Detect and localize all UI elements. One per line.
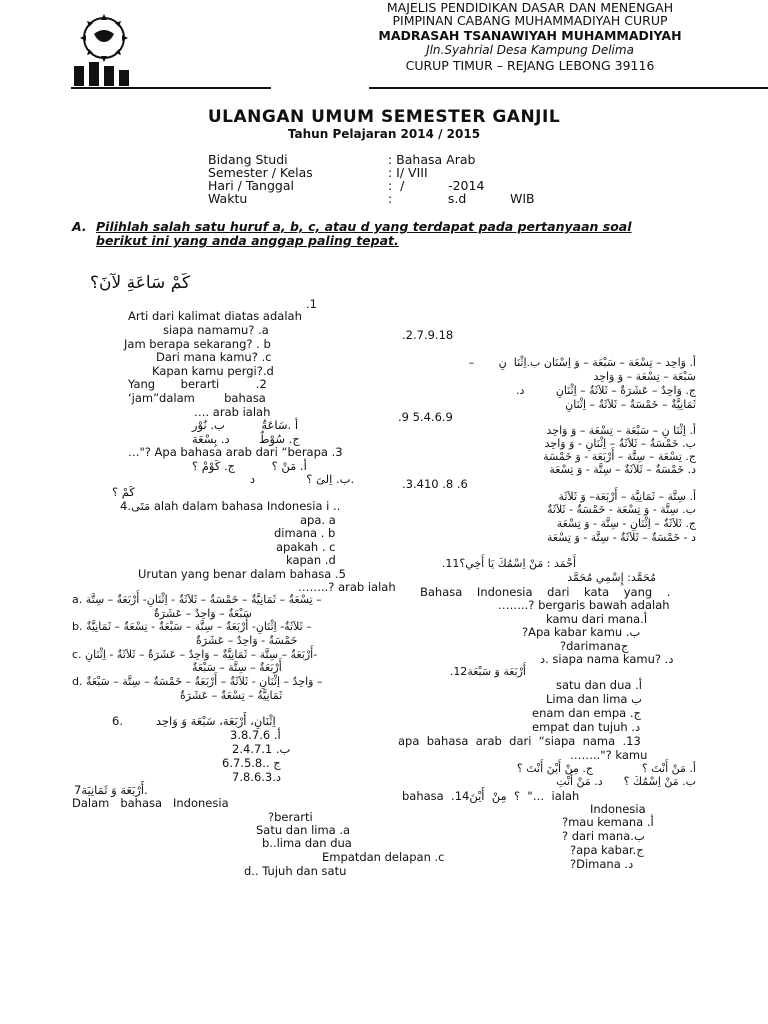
- question-text: …"? Apa bahasa arab dari “berapa .3: [128, 445, 343, 459]
- option-item: ب. سِتَّة - وَ تِسْعَة - خَمْسَةٌ - ثَلاَثَةٌ: [546, 503, 696, 516]
- option-item: Lima dan lima ب: [546, 692, 642, 706]
- info-value: : I/ VIII: [388, 165, 428, 180]
- option-item: Kapan kamu pergi?.d: [152, 364, 274, 378]
- option-item: أ. مَنْ ؟ ج. كَوْمْ ؟: [192, 459, 307, 473]
- info-value: : s.d WIB: [388, 191, 535, 206]
- option-item: أَرْبَعَةٌ – سِتَّة – سَبْعَةٌ: [192, 661, 282, 674]
- option-item: ?apa kabar.ج: [570, 843, 644, 857]
- info-label: Waktu: [208, 191, 248, 206]
- question-text: أَرْبَعَة وَ سَبْعَة12.: [449, 665, 526, 678]
- question-text: bahasa .14؟ مِنْ أَيْنَ "… ialah: [402, 789, 580, 803]
- option-item: د. siapa nama kamu? .د: [540, 652, 674, 666]
- question-number: .3.410 .8 .6: [402, 477, 468, 491]
- option-item: ج. وَاحِدٌ – عَشَرَةٌ – ثَلاَثَةٌ – اِثْنَانِ د.: [515, 384, 696, 397]
- header-line-1: MAJELIS PENDIDIKAN DASAR DAN MENENGAH: [386, 0, 674, 15]
- option-item: b..lima dan dua: [262, 836, 352, 850]
- question-text: اِثْنَانِ، أَرْبَعَة، سَبْعَة وَ وَاحِد .6: [112, 714, 276, 728]
- question-number: .2.7.9.18: [402, 328, 454, 342]
- instruction-letter: A.: [72, 219, 87, 234]
- question-text: مُحَمَّد: إِسْمِي مُحَمَّد: [567, 571, 656, 584]
- option-item: أ. مَنْ أَنْتَ ؟ ج. مِنْ أَيْنَ أَنْتَ ؟: [516, 762, 696, 775]
- page-subtitle: Tahun Pelajaran 2014 / 2015: [287, 127, 481, 141]
- option-item: ج. سُوْطٌ د. بِسْعَة: [192, 432, 300, 446]
- question-text: Yang berarti .2: [128, 377, 267, 391]
- question-text: …. arab ialah: [194, 405, 271, 419]
- option-item: b. ثَلاَثَةٌ- اِثْنَانِ- أَرْبَعَةٌ – سِتَّة – سَبْعَةٌ - تِسْعَةٌ – ثَمَانِيَّةٌ –: [72, 620, 312, 633]
- option-item: أ .سَاعَةٌ ب. نُوْر: [192, 418, 299, 432]
- option-item: ج. ثَلاَثَةٌ – اِثْنَانِ - سِتَّة - وَ تِسْعَة: [556, 517, 696, 530]
- option-item: ب. خَمْسَةٌ – ثَلاَثَةٌ – اِثْنَانِ - وَ وَاحِد: [544, 437, 696, 450]
- option-item: سَبْعَةٌ – وَاحِدٌ – عَشَرَةٌ: [154, 607, 252, 620]
- option-item: satu dan dua .أ: [556, 678, 642, 692]
- option-item: ?darimanaج: [560, 639, 629, 653]
- info-value: : / -2014: [388, 178, 485, 193]
- info-label: Hari / Tanggal: [208, 178, 294, 193]
- option-item: a. تِسْعَةٌ – ثَمَانِيَّةٌ – خَمْسَةٌ – ثَلاَثَةٌ - اِثْنَانِ- أَرْبَعَةٌ – سِتَّة –: [72, 593, 322, 606]
- option-item: 2.4.7.1 .ب: [232, 742, 291, 756]
- page-title: ULANGAN UMUM SEMESTER GANJIL: [207, 107, 561, 127]
- question-text: ‘jam”dalam bahasa: [128, 391, 266, 405]
- header-rule-left: [71, 87, 271, 89]
- question-text: Indonesia: [590, 802, 646, 816]
- question-number: .1: [306, 297, 317, 311]
- option-item: enam dan empa .ج: [532, 706, 641, 720]
- option-item: kamu dari mana.أ: [546, 612, 648, 626]
- question-text: apa bahasa arab dari “siapa nama .13: [398, 734, 641, 748]
- option-item: سَبْعَة – تِسْعَة – وَ وَاحِد: [593, 370, 696, 383]
- instruction-line-2: berikut ini yang anda anggap paling tepat.: [96, 233, 399, 248]
- question-text: Bahasa Indonesia dari kata yang .: [420, 585, 671, 599]
- question-text: Arti dari kalimat diatas adalah: [128, 309, 302, 323]
- question-text: Urutan yang benar dalam bahasa .5: [138, 567, 346, 581]
- option-item: apakah . c: [276, 540, 336, 554]
- option-item: ? dari mana.ب: [562, 829, 645, 843]
- option-item: apa. a: [300, 513, 336, 527]
- info-label: Semester / Kelas: [208, 165, 313, 180]
- info-label: Bidang Studi: [208, 152, 288, 167]
- question-text: كَمْ ؟: [112, 485, 135, 499]
- header-line-4: Jln.Syahrial Desa Kampung Delima: [426, 43, 634, 57]
- option-item: Jam berapa sekarang? . b: [124, 337, 271, 351]
- option-item: d.. Tujuh dan satu: [244, 864, 347, 878]
- option-item: ?Dimana .د: [570, 857, 634, 871]
- option-item: ب. مَنْ اِسْمُكَ ؟ د. مَنْ أَنْتِ: [556, 775, 696, 788]
- option-item: ثَمَانِيَّةٌ – تِسْعَةٌ – عَشَرَةٌ: [180, 689, 283, 702]
- header-rule-right: [369, 87, 768, 89]
- header-line-2: PIMPINAN CABANG MUHAMMADIYAH CURUP: [392, 13, 668, 28]
- question-text: كَمْ سَاعَةِ لآنَ؟: [90, 273, 191, 293]
- option-item: kapan .d: [286, 553, 336, 567]
- instruction-line-1: Pilihlah salah satu huruf a, b, c, atau d yang terdapat pada pertanyaan soal: [96, 219, 632, 234]
- option-item: c. أَرْبَعَةٌ – سِتَّة – ثَمَانِيَّةٌ – وَاحِدٌ – عَشَرَةٌ – ثَلاَثَةٌ - اِثْنَانِ-: [72, 648, 318, 661]
- option-item: Satu dan lima .a: [256, 823, 351, 837]
- option-item: د. خَمْسَةٌ – ثَلاَثَةٌ – سِتَّة - وَ تِسْعَة: [549, 463, 696, 476]
- question-text: ……..? arab ialah: [298, 580, 396, 594]
- option-item: ج. تِسْعَة – سِتَّة – أَرْبَعَة - وَ خَمْسَة: [543, 450, 696, 463]
- option-item: 6.7.5.8.. ج: [222, 756, 281, 770]
- option-item: خَمْسَةٌ - وَاحِدٌ – عَشَرَةٌ: [196, 634, 298, 647]
- option-item: أ. اِثْنَا نِ – سَبْعَة – تِسْعَة – وَ وَاحِد: [546, 424, 696, 437]
- question-text: Dalam bahasa Indonesia: [72, 796, 229, 810]
- question-text: أَحْمَد : مَنْ اِسْمُكَ يَا أَخِي؟11.: [441, 557, 576, 570]
- option-item: ?Apa kabar kamu .ب: [522, 625, 641, 639]
- option-item: d. وَاحِدٌ – اِثْنَانِ - ثَلاَثَةٌ – أَرْبَعَةٌ – خَمْسَةٌ – سِتَّة – سَبْعَةٌ –: [72, 675, 323, 688]
- option-item: أ. وَاحِد – تِسْعَة – سَبْعَة – وَ اِسْنَان ب.اِثْنَا نِ –: [468, 356, 696, 369]
- option-item: 3.8.7.6 .أ: [230, 728, 281, 742]
- option-item: empat dan tujuh .د: [532, 720, 641, 734]
- option-item: د - خَمْسَةٌ – ثَلاَثَةٌ - سِتَّة - وَ تِسْعَة: [546, 531, 696, 544]
- option-item: siapa namamu? .a: [163, 323, 269, 337]
- question-text: …….."? kamu: [570, 748, 648, 762]
- option-item: Empatdan delapan .c: [322, 850, 445, 864]
- option-item: Dari mana kamu? .c: [156, 350, 272, 364]
- question-text: ……..? bergaris bawah adalah: [498, 598, 670, 612]
- option-item: ثَمَانِيَّةٌ – خَمْسَةٌ – ثَلاَثَةٌ – اِثْنَانِ: [565, 398, 696, 411]
- option-item: ?mau kemana .أ: [562, 815, 654, 829]
- option-item: ب. اِلىَ ؟ د.: [250, 472, 355, 486]
- question-text: مَتَى.4 alah dalam bahasa Indonesia i ..: [120, 499, 341, 513]
- option-item: dimana . b: [274, 526, 336, 540]
- info-value: : Bahasa Arab: [388, 152, 476, 167]
- header-line-3: MADRASAH TSANAWIYAH MUHAMMADIYAH: [378, 28, 682, 43]
- question-text: أَرْبَعَة وَ ثَمَانِيَة7.: [74, 783, 148, 797]
- header-line-5: CURUP TIMUR – REJANG LEBONG 39116: [405, 58, 655, 73]
- muhammadiyah-logo: [58, 4, 150, 88]
- option-item: أ. سِتَّة – ثَمَانِيَّة – أَرْبَعَة– وَ ثَلاَثَة: [558, 490, 696, 503]
- question-number: .9 5.4.6.9: [398, 410, 453, 424]
- option-item: 7.8.6.3.د: [232, 770, 282, 784]
- question-text: ?berarti: [268, 810, 313, 824]
